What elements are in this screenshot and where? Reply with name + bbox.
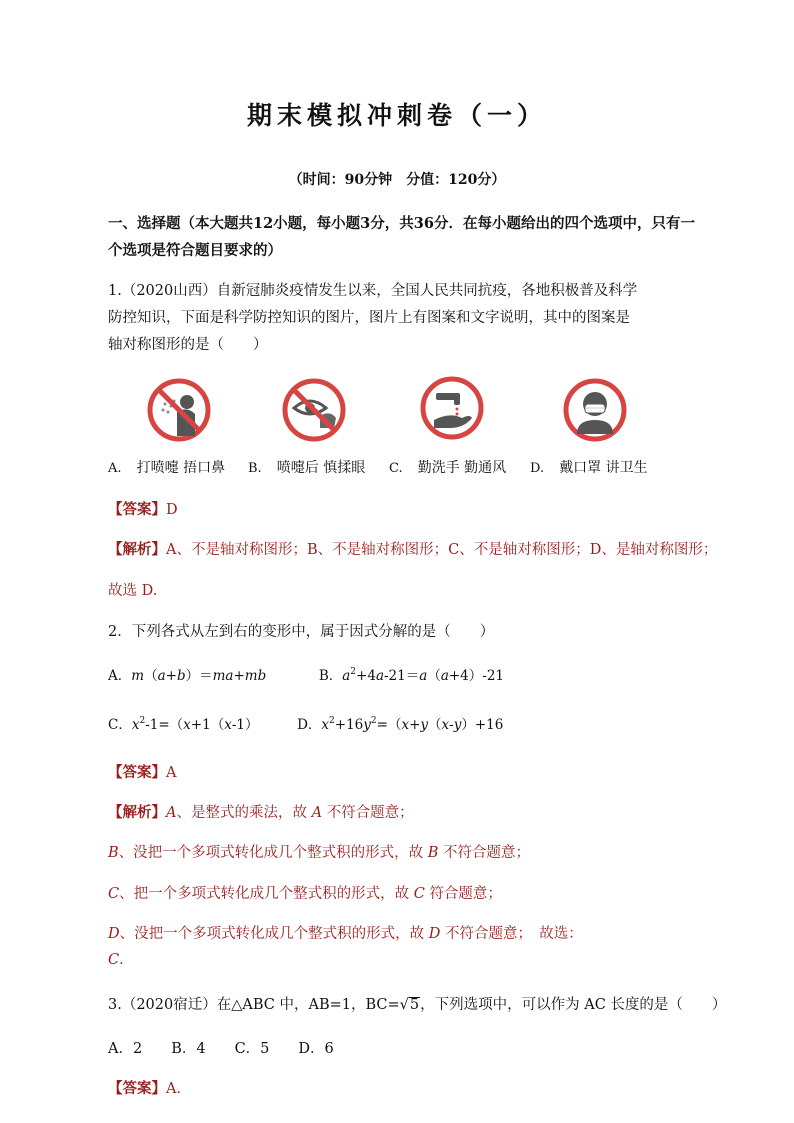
q2-analysis-a (108, 801, 414, 822)
analysis-letter: A (166, 805, 177, 821)
section-heading-cont: 个选项是符合题目要求的） (108, 242, 282, 259)
mask-icon (563, 378, 627, 442)
option-text: 喷嚏后 慎揉眼 (276, 460, 366, 476)
q1-conclusion: 故选 D. (108, 583, 158, 599)
q2-final (108, 948, 134, 969)
analysis-text: 不符合题意； (326, 805, 414, 821)
q1-stem-line1: 1.（2020山西）自新冠肺炎疫情发生以来，全国人民共同抗疫，各地积极普及科学 (108, 283, 638, 299)
q1-answer (108, 498, 178, 519)
q2-options-cd: C．$x^2-1=(x+1(x-1)$ D．$x^2+16y^2=(x+y(x-y)+16$ (108, 716, 504, 733)
option-letter: B. (248, 461, 262, 476)
analysis-text: 、是整式的乘法，故 (176, 805, 307, 821)
q2-analysis-b (108, 841, 530, 862)
analysis-letter: C (413, 886, 425, 902)
analysis-text: 、没把一个多项式转化成几个整式积的形式，故 (119, 926, 425, 942)
exam-info: （时间：90分钟 分值：120分） (288, 172, 506, 188)
sqrt-radicand: 5 (409, 997, 420, 1013)
no-sneeze-icon (147, 378, 211, 442)
no-rub-eye-icon (282, 378, 346, 442)
q1-option-c (389, 457, 506, 477)
q1-analysis (108, 538, 717, 559)
hand-wash-icon (420, 376, 484, 440)
option-letter: A. (108, 461, 122, 476)
analysis-text: 不符合题意； 故选： (445, 926, 583, 942)
section-heading: 一、选择题（本大题共12小题，每小题3分，共36分．在每小题给出的四个选项中，只有一 (108, 215, 695, 232)
option-letter: B． (318, 668, 343, 684)
option-text: 打喷嚏 捂口鼻 (136, 460, 226, 476)
q1-option-b (248, 457, 365, 477)
option-letter: C. (389, 461, 403, 476)
option-letter: D． (297, 717, 322, 733)
q3-options: A．2 B．4 C．5 D．6 (108, 1041, 334, 1057)
q3-stem-end: ，下列选项中，可以作为 AC 长度的是（ ） (420, 997, 727, 1013)
q1-stem-line2: 防控知识，下面是科学防控知识的图片，图片上有图案和文字说明，其中的图案是 (108, 310, 630, 326)
analysis-label: 【解析】 (108, 804, 166, 821)
q1-option-d (530, 457, 648, 477)
q2-analysis-d (108, 922, 583, 943)
q2-stem: 2．下列各式从左到右的变形中，属于因式分解的是（ ） (108, 624, 495, 640)
analysis-letter: C (108, 952, 120, 968)
answer-value: A． (166, 1081, 191, 1097)
option-text: 戴口罩 讲卫生 (559, 460, 648, 476)
analysis-text: 符合题意； (429, 886, 502, 902)
analysis-text: A、不是轴对称图形；B、不是轴对称图形；C、不是轴对称图形；D、是轴对称图形； (166, 542, 718, 558)
analysis-text: 、把一个多项式转化成几个整式积的形式，故 (119, 886, 410, 902)
analysis-letter: B (427, 845, 439, 861)
analysis-letter: D (108, 926, 120, 942)
answer-label: 【答案】 (108, 1080, 166, 1097)
q1-stem-line3: 轴对称图形的是（ ） (108, 337, 268, 353)
analysis-letter: A (311, 805, 323, 821)
answer-label: 【答案】 (108, 764, 166, 781)
q2-analysis-c (108, 882, 502, 903)
option-text: 勤洗手 勤通风 (417, 460, 507, 476)
answer-label: 【答案】 (108, 501, 166, 518)
q3-answer (108, 1077, 191, 1098)
q2-options-ab: A．m（a+b）＝ma+mb B．$a^2+4a-21=a(a+4)-21$ (108, 667, 505, 684)
analysis-text: 不符合题意； (443, 845, 531, 861)
option-letter: C． (108, 717, 132, 733)
option-letter: A． (108, 668, 132, 684)
page-title: 期末模拟冲刺卷（一） (246, 101, 547, 130)
answer-value: D (166, 502, 178, 518)
q1-option-a (108, 457, 225, 477)
analysis-text: 、没把一个多项式转化成几个整式积的形式，故 (118, 845, 424, 861)
option-letter: D. (530, 461, 545, 476)
answer-value: A (166, 765, 177, 781)
analysis-letter: B (108, 845, 119, 861)
analysis-letter: D (428, 926, 441, 942)
analysis-label: 【解析】 (108, 541, 166, 558)
analysis-text: ． (119, 952, 134, 968)
analysis-letter: C (108, 886, 120, 902)
sqrt-symbol: √ (399, 997, 409, 1013)
q3-stem-start: 3.（2020宿迁）在△ABC 中，AB=1，BC= (108, 997, 400, 1013)
q3-stem (108, 993, 726, 1014)
q2-answer (108, 761, 176, 782)
